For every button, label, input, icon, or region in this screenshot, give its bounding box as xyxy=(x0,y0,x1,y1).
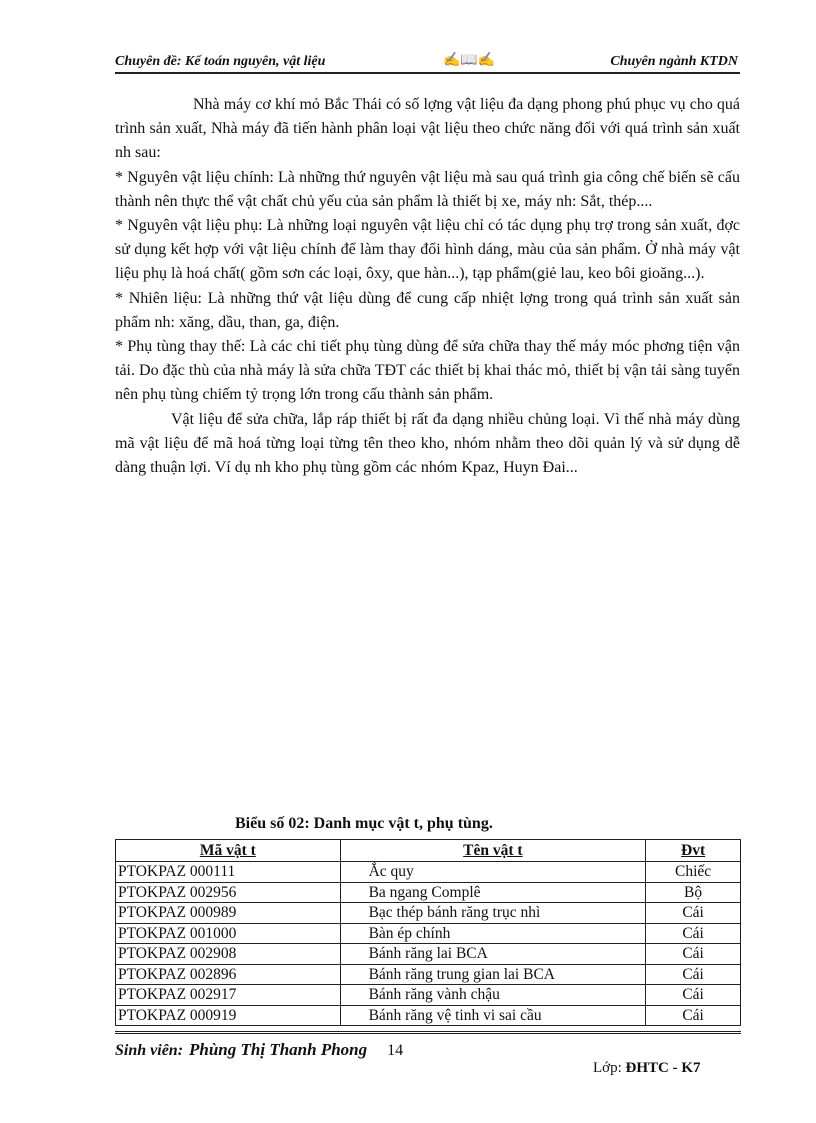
table-row xyxy=(116,923,741,944)
footer-class xyxy=(593,1060,701,1077)
class-value: ĐHTC - K7 xyxy=(625,1060,701,1076)
cell-name: Bàn ép chính xyxy=(340,923,646,944)
cell-name: Ắc quy xyxy=(340,862,646,883)
cell-unit: Cái xyxy=(646,964,741,985)
cell-unit: Chiếc xyxy=(646,862,741,883)
paragraph-main-materials: * Nguyên vật liệu chính: Là những thứ nguyên vật liệu mà sau quá trình gia công chế biến sẽ cấu thành nên thực thể vật chất chủ yếu của sản phẩm là thiết bị xe, máy nh: Sắt, thép.... xyxy=(115,168,740,210)
table-header-row xyxy=(116,840,741,862)
paragraph-spare-parts: * Phụ tùng thay thế: Là các chi tiết phụ tùng dùng để sửa chữa thay thế máy móc phơng tiện vận tải. Do đặc thù của nhà máy là sửa chữa TĐT các thiết bị khai thác mỏ, thiết bị vận tải sàng tuyển nên phụ tùng chiếm tỷ trọng lớn trong cấu thành sản phẩm. xyxy=(115,338,740,404)
page-number: 14 xyxy=(387,1042,404,1059)
table-row xyxy=(116,903,741,924)
cell-code: PTOKPAZ 002917 xyxy=(116,985,341,1006)
table-title: Biểu số 02: Danh mục vật t, phụ tùng. xyxy=(235,815,493,832)
table-row xyxy=(116,862,741,883)
materials-table xyxy=(115,839,741,1026)
header-major: Chuyên ngành KTDN xyxy=(610,54,738,69)
cell-name: Bạc thép bánh răng trục nhì xyxy=(340,903,646,924)
table-bottom-rule xyxy=(115,1031,741,1034)
cell-code: PTOKPAZ 002908 xyxy=(116,944,341,965)
class-label: Lớp: xyxy=(593,1060,622,1076)
cell-unit: Cái xyxy=(646,903,741,924)
cell-code: PTOKPAZ 002956 xyxy=(116,882,341,903)
cell-name: Bánh răng vành chậu xyxy=(340,985,646,1006)
cell-unit: Cái xyxy=(646,985,741,1006)
cell-name: Bánh răng vệ tinh vi sai cầu xyxy=(340,1005,646,1026)
paragraph-auxiliary-materials: * Nguyên vật liệu phụ: Là những loại nguyên vật liệu chỉ có tác dụng phụ trợ trong sản xuất, đợc sử dụng kết hợp với vật liệu chính để làm thay đổi hình dáng, màu của sản phẩm. Ở nhà máy vật liệu phụ là hoá chất( gồm sơn các loại, ôxy, que hàn...), tạp phẩm(giẻ lau, keo bôi gioăng...). xyxy=(115,217,740,283)
cell-code: PTOKPAZ 001000 xyxy=(116,923,341,944)
header-topic: Chuyên đề: Kế toán nguyên, vật liệu xyxy=(115,54,326,69)
cell-unit: Cái xyxy=(646,944,741,965)
paragraph-fuel: * Nhiên liệu: Là những thứ vật liệu dùng để cung cấp nhiệt lợng trong quá trình sản xuất sản phẩm nh: xăng, dầu, than, ga, điện. xyxy=(115,289,740,331)
table-row xyxy=(116,985,741,1006)
header-rule xyxy=(115,72,740,74)
header-unit: Đvt xyxy=(646,840,741,862)
paragraph-intro: Nhà máy cơ khí mỏ Bắc Thái có số lợng vật liệu đa dạng phong phú phục vụ cho quá trình sản xuất, Nhà máy đã tiến hành phân loại vật liệu theo chức năng đối với quá trình sản xuất nh sau: xyxy=(115,96,740,162)
cell-code: PTOKPAZ 000111 xyxy=(116,862,341,883)
student-label: Sinh viên: xyxy=(115,1042,184,1059)
header-code: Mã vật t xyxy=(116,840,341,862)
cell-code: PTOKPAZ 002896 xyxy=(116,964,341,985)
table-row xyxy=(116,1005,741,1026)
table-row xyxy=(116,964,741,985)
cell-name: Ba ngang Complê xyxy=(340,882,646,903)
book-ornament-icon: ✍📖✍ xyxy=(443,53,496,68)
cell-code: PTOKPAZ 000989 xyxy=(116,903,341,924)
cell-unit: Bộ xyxy=(646,882,741,903)
paragraph-coding: Vật liệu để sửa chữa, lắp ráp thiết bị rất đa dạng nhiều chủng loại. Vì thế nhà máy dùng mã vật liệu để mã hoá từng loại từng tên theo kho, nhóm nhằm theo dõi quản lý và sử dụng dễ dàng thuận lợi. Ví dụ nh kho phụ tùng gồm các nhóm Kpaz, Huyn Đai... xyxy=(115,410,740,477)
table-row xyxy=(116,882,741,903)
header-name: Tên vật t xyxy=(340,840,646,862)
cell-unit: Cái xyxy=(646,923,741,944)
cell-code: PTOKPAZ 000919 xyxy=(116,1005,341,1026)
cell-unit: Cái xyxy=(646,1005,741,1026)
footer-student xyxy=(115,1040,403,1060)
cell-name: Bánh răng trung gian lai BCA xyxy=(340,964,646,985)
student-name: Phùng Thị Thanh Phong xyxy=(189,1040,368,1059)
page-header xyxy=(115,52,740,74)
table-row xyxy=(116,944,741,965)
cell-name: Bánh răng lai BCA xyxy=(340,944,646,965)
body-text xyxy=(115,93,740,480)
